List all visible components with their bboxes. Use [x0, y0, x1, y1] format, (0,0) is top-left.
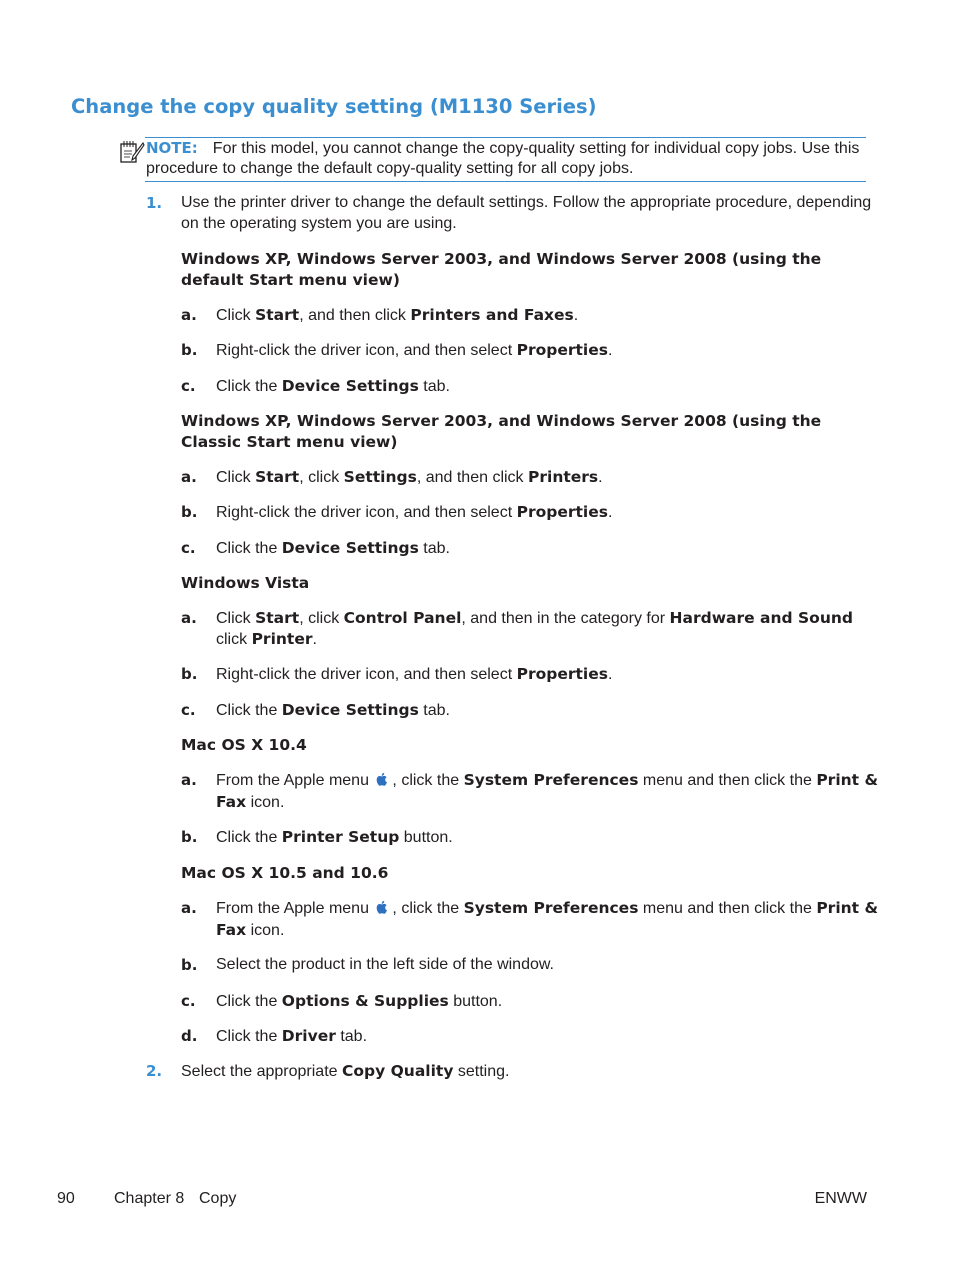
- footer-section: Copy: [199, 1190, 237, 1207]
- step-number: 1.: [146, 194, 163, 212]
- substep-text: Click the Printer Setup button.: [216, 828, 453, 846]
- substep-text: Click the Device Settings tab.: [216, 377, 450, 395]
- apple-menu-icon: [374, 899, 390, 915]
- note-line-1: [146, 138, 859, 159]
- subheading-winxp-classic-cont: Classic Start menu view): [181, 433, 398, 451]
- note-label: NOTE:: [146, 139, 198, 157]
- subheading-mac-105: Mac OS X 10.5 and 10.6: [181, 864, 389, 882]
- step-number: 2.: [146, 1062, 163, 1080]
- substep-letter: b.: [181, 503, 198, 521]
- subheading-winxp-default: Windows XP, Windows Server 2003, and Windows Server 2008 (using the: [181, 250, 822, 268]
- substep-text: Click the Driver tab.: [216, 1027, 368, 1045]
- substep-letter: c.: [181, 377, 196, 395]
- substep-letter: c.: [181, 992, 196, 1010]
- substep-text: Click Start, and then click Printers and Faxes.: [216, 306, 579, 324]
- substep-letter: a.: [181, 609, 197, 627]
- subheading-mac-104: Mac OS X 10.4: [181, 736, 307, 754]
- note-text-1: For this model, you cannot change the copy-quality setting for individual copy jobs. Use this: [212, 140, 860, 157]
- substep-text: Click Start, click Control Panel, and then in the category for Hardware and Sound: [216, 609, 853, 627]
- substep-text: From the Apple menu , click the System Preferences menu and then click the Print &: [216, 771, 878, 789]
- substep-letter: c.: [181, 701, 196, 719]
- substep-letter: b.: [181, 828, 198, 846]
- page-title: Change the copy quality setting (M1130 Series): [71, 95, 597, 118]
- substep-text-cont: Fax icon.: [216, 793, 285, 811]
- step-1-text-line-2: on the operating system you are using.: [181, 215, 457, 232]
- note-box: [145, 137, 866, 182]
- step-1-text-line-1: Use the printer driver to change the default settings. Follow the appropriate procedure, depending: [181, 194, 872, 211]
- subheading-winxp-default-cont: default Start menu view): [181, 271, 400, 289]
- subheading-winxp-classic: Windows XP, Windows Server 2003, and Windows Server 2008 (using the: [181, 412, 822, 430]
- substep-text: Click the Device Settings tab.: [216, 701, 450, 719]
- substep-text: Click the Device Settings tab.: [216, 539, 450, 557]
- substep-text: Right-click the driver icon, and then select Properties.: [216, 665, 613, 683]
- substep-letter: c.: [181, 539, 196, 557]
- page-number: 90: [57, 1190, 75, 1207]
- substep-text: Select the product in the left side of the window.: [216, 956, 554, 973]
- substep-text: Right-click the driver icon, and then select Properties.: [216, 503, 613, 521]
- note-line-2: procedure to change the default copy-quality setting for all copy jobs.: [146, 160, 634, 177]
- substep-text: Click the Options & Supplies button.: [216, 992, 503, 1010]
- footer-chapter: Chapter 8: [114, 1190, 185, 1207]
- substep-letter: a.: [181, 899, 197, 917]
- substep-text-cont: Fax icon.: [216, 921, 285, 939]
- substep-letter: b.: [181, 665, 198, 683]
- substep-letter: a.: [181, 771, 197, 789]
- substep-text: From the Apple menu , click the System Preferences menu and then click the Print &: [216, 899, 878, 917]
- substep-letter: d.: [181, 1027, 198, 1045]
- substep-letter: a.: [181, 468, 197, 486]
- substep-text: Right-click the driver icon, and then select Properties.: [216, 341, 613, 359]
- note-icon: [119, 139, 145, 165]
- substep-letter: b.: [181, 341, 198, 359]
- subheading-vista: Windows Vista: [181, 574, 310, 592]
- substep-text-cont: click Printer.: [216, 630, 317, 648]
- step-2-text: Select the appropriate Copy Quality setting.: [181, 1062, 510, 1080]
- substep-text: Click Start, click Settings, and then click Printers.: [216, 468, 603, 486]
- footer-doc-code: ENWW: [814, 1190, 867, 1207]
- substep-letter: b.: [181, 956, 198, 974]
- apple-menu-icon: [374, 771, 390, 787]
- substep-letter: a.: [181, 306, 197, 324]
